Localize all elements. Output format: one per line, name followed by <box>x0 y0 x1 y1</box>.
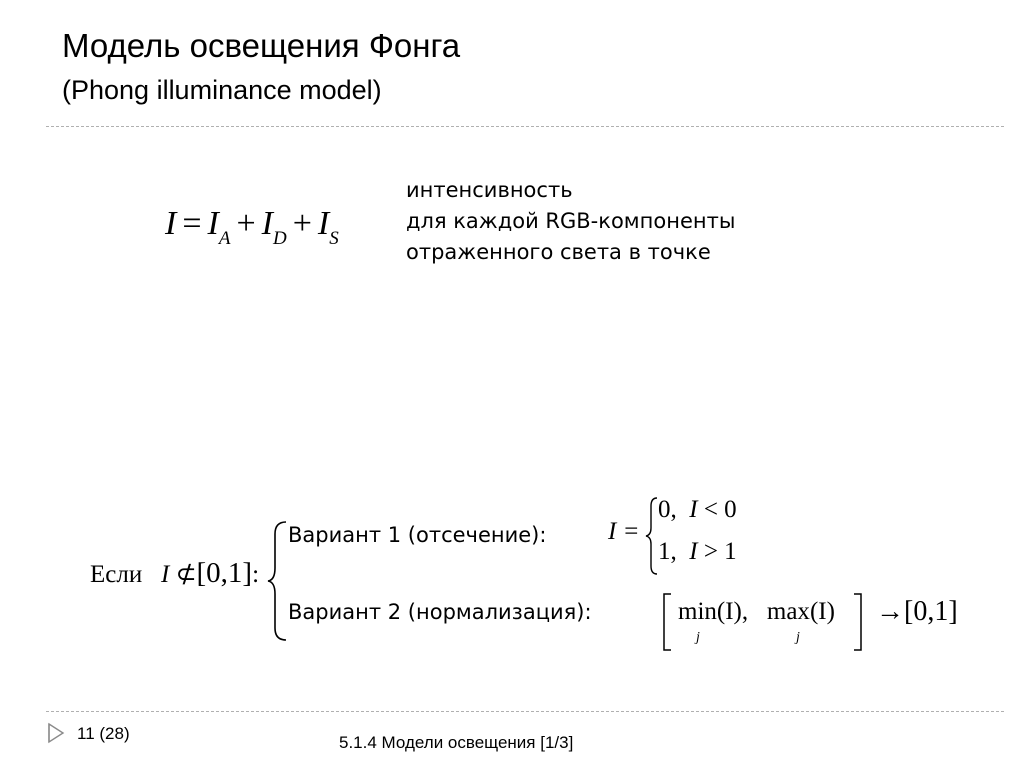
target-interval: [0,1] <box>904 596 958 627</box>
variant2-label: Вариант 2 (нормализация): <box>288 600 592 624</box>
bottom-divider <box>46 711 1004 712</box>
case2-value: 1, <box>658 538 677 565</box>
slide-subtitle: (Phong illuminance model) <box>62 75 382 105</box>
variant1-lhs-text: I = <box>608 518 640 545</box>
triangle-bullet-icon <box>46 722 66 744</box>
case1-cond: < 0 <box>703 496 737 523</box>
variant1-lhs <box>608 518 639 546</box>
formula-lhs: I <box>165 205 177 242</box>
formula-plus-1: + <box>236 205 256 242</box>
case1-value: 0, <box>658 496 677 523</box>
max-arg: (I) <box>809 598 835 625</box>
intensity-line-3: отраженного света в точке <box>406 240 711 264</box>
condition-interval: [0,1] <box>196 557 253 589</box>
left-brace-icon <box>266 520 290 642</box>
min-sub-j: j <box>696 630 700 645</box>
case1-var: I <box>689 496 698 523</box>
formula-plus-2: + <box>292 205 312 242</box>
formula-term-diffuse: I <box>261 205 273 242</box>
intensity-line-1: интенсивность <box>406 178 573 202</box>
max-op: max <box>766 598 810 625</box>
max-sub-j: j <box>796 630 800 645</box>
normalization-expression <box>678 598 835 645</box>
phong-formula <box>165 204 339 259</box>
intensity-note <box>406 175 735 268</box>
normalization-target <box>876 596 958 628</box>
section-label: 5.1.4 Модели освещения [1/3] <box>339 733 574 752</box>
case2-cond: > 1 <box>703 538 737 565</box>
formula-term-specular: I <box>317 205 330 242</box>
not-subset-symbol: ⊄ <box>175 561 197 588</box>
maps-to-arrow: → <box>876 596 904 627</box>
case2-var: I <box>689 538 698 565</box>
min-op: min <box>678 598 717 625</box>
variant1-label: Вариант 1 (отсечение): <box>288 523 547 547</box>
norm-comma: , <box>741 598 749 625</box>
condition-colon: : <box>252 561 260 588</box>
left-bracket-icon <box>661 592 673 652</box>
formula-equals: = <box>182 205 202 242</box>
condition-var: I <box>160 561 170 588</box>
formula-sub-d: D <box>272 228 287 249</box>
formula-term-ambient: I <box>207 205 219 242</box>
if-word: Если <box>90 561 143 588</box>
intensity-line-2: для каждой RGB-компоненты <box>406 209 736 233</box>
page-number: 11 (28) <box>77 724 130 743</box>
min-arg: (I) <box>716 598 742 625</box>
formula-sub-a: A <box>218 228 231 249</box>
condition-expression <box>90 557 259 590</box>
case-row-one <box>658 538 737 566</box>
case-row-zero <box>658 496 737 524</box>
slide-title: Модель освещения Фонга <box>62 27 461 64</box>
top-divider <box>46 126 1004 127</box>
right-bracket-icon <box>852 592 864 652</box>
formula-sub-s: S <box>329 228 339 249</box>
